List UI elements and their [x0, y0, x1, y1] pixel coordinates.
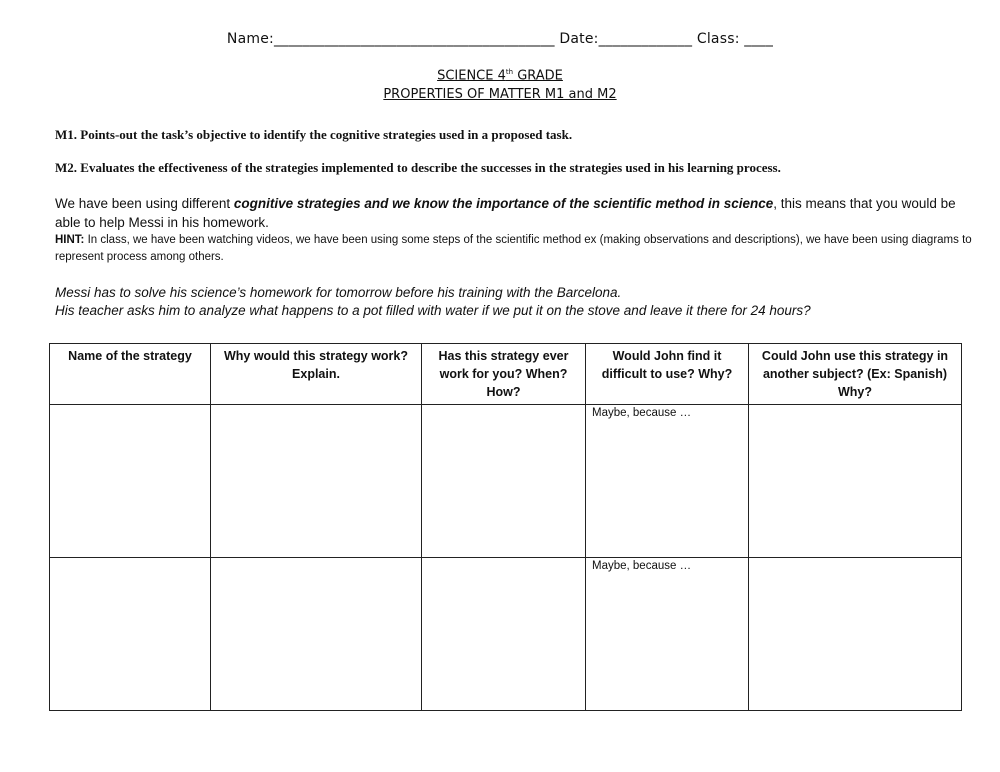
hint-label: HINT: — [55, 234, 85, 246]
name-field[interactable]: _______________________________________ — [273, 31, 555, 47]
class-label: Class: — [696, 31, 740, 47]
header-why-work: Why would this strategy work? Explain. — [211, 344, 422, 405]
header-difficult: Would John find it difficult to use? Why? — [586, 344, 749, 405]
answer-cell[interactable] — [50, 558, 211, 711]
student-info-line — [0, 31, 1000, 47]
header-strategy-name: Name of the strategy — [50, 344, 211, 405]
objective-m2: M2. Evaluates the effectiveness of the strategies implemented to describe the successes in the strategies used in his learning process. — [55, 160, 781, 175]
header-other-subject: Could John use this strategy in another subject? (Ex: Spanish) Why? — [749, 344, 962, 405]
worksheet-subtitle: PROPERTIES OF MATTER M1 and M2 — [383, 87, 617, 102]
answer-cell[interactable] — [211, 558, 422, 711]
hint-text: In class, we have been watching videos, we have been using some steps of the scientific method ex (making observations and descriptions), we have been using diagrams to represent process among others. — [55, 234, 972, 263]
worksheet-title: SCIENCE 4th GRADE — [437, 68, 563, 84]
answer-cell[interactable] — [749, 558, 962, 711]
objective-m1: M1. Points-out the task’s objective to identify the cognitive strategies used in a proposed task. — [55, 127, 573, 142]
name-label: Name: — [226, 31, 274, 47]
answer-cell[interactable]: Maybe, because … — [586, 558, 749, 711]
strategy-table — [49, 343, 962, 711]
intro-paragraph: We have been using different cognitive strategies and we know the importance of the scientific method in science, this means that you would be able to help Messi in his homework. — [55, 196, 956, 230]
header-worked-for-you: Has this strategy ever work for you? When? How? — [422, 344, 586, 405]
table-row — [50, 558, 962, 711]
table-row — [50, 405, 962, 558]
answer-cell[interactable] — [422, 558, 586, 711]
date-field[interactable]: _____________ — [598, 31, 693, 47]
answer-cell[interactable]: Maybe, because … — [586, 405, 749, 558]
date-label: Date: — [559, 31, 599, 47]
scenario-line-1: Messi has to solve his science’s homework for tomorrow before his training with the Barcelona. — [55, 285, 622, 300]
scenario-line-2: His teacher asks him to analyze what happens to a pot filled with water if we put it on the stove and leave it there for 24 hours? — [55, 303, 811, 318]
answer-cell[interactable] — [50, 405, 211, 558]
class-field[interactable]: ____ — [744, 31, 774, 47]
answer-cell[interactable] — [211, 405, 422, 558]
table-header-row — [50, 344, 962, 405]
answer-cell[interactable] — [422, 405, 586, 558]
answer-cell[interactable] — [749, 405, 962, 558]
hint-paragraph — [55, 232, 975, 266]
